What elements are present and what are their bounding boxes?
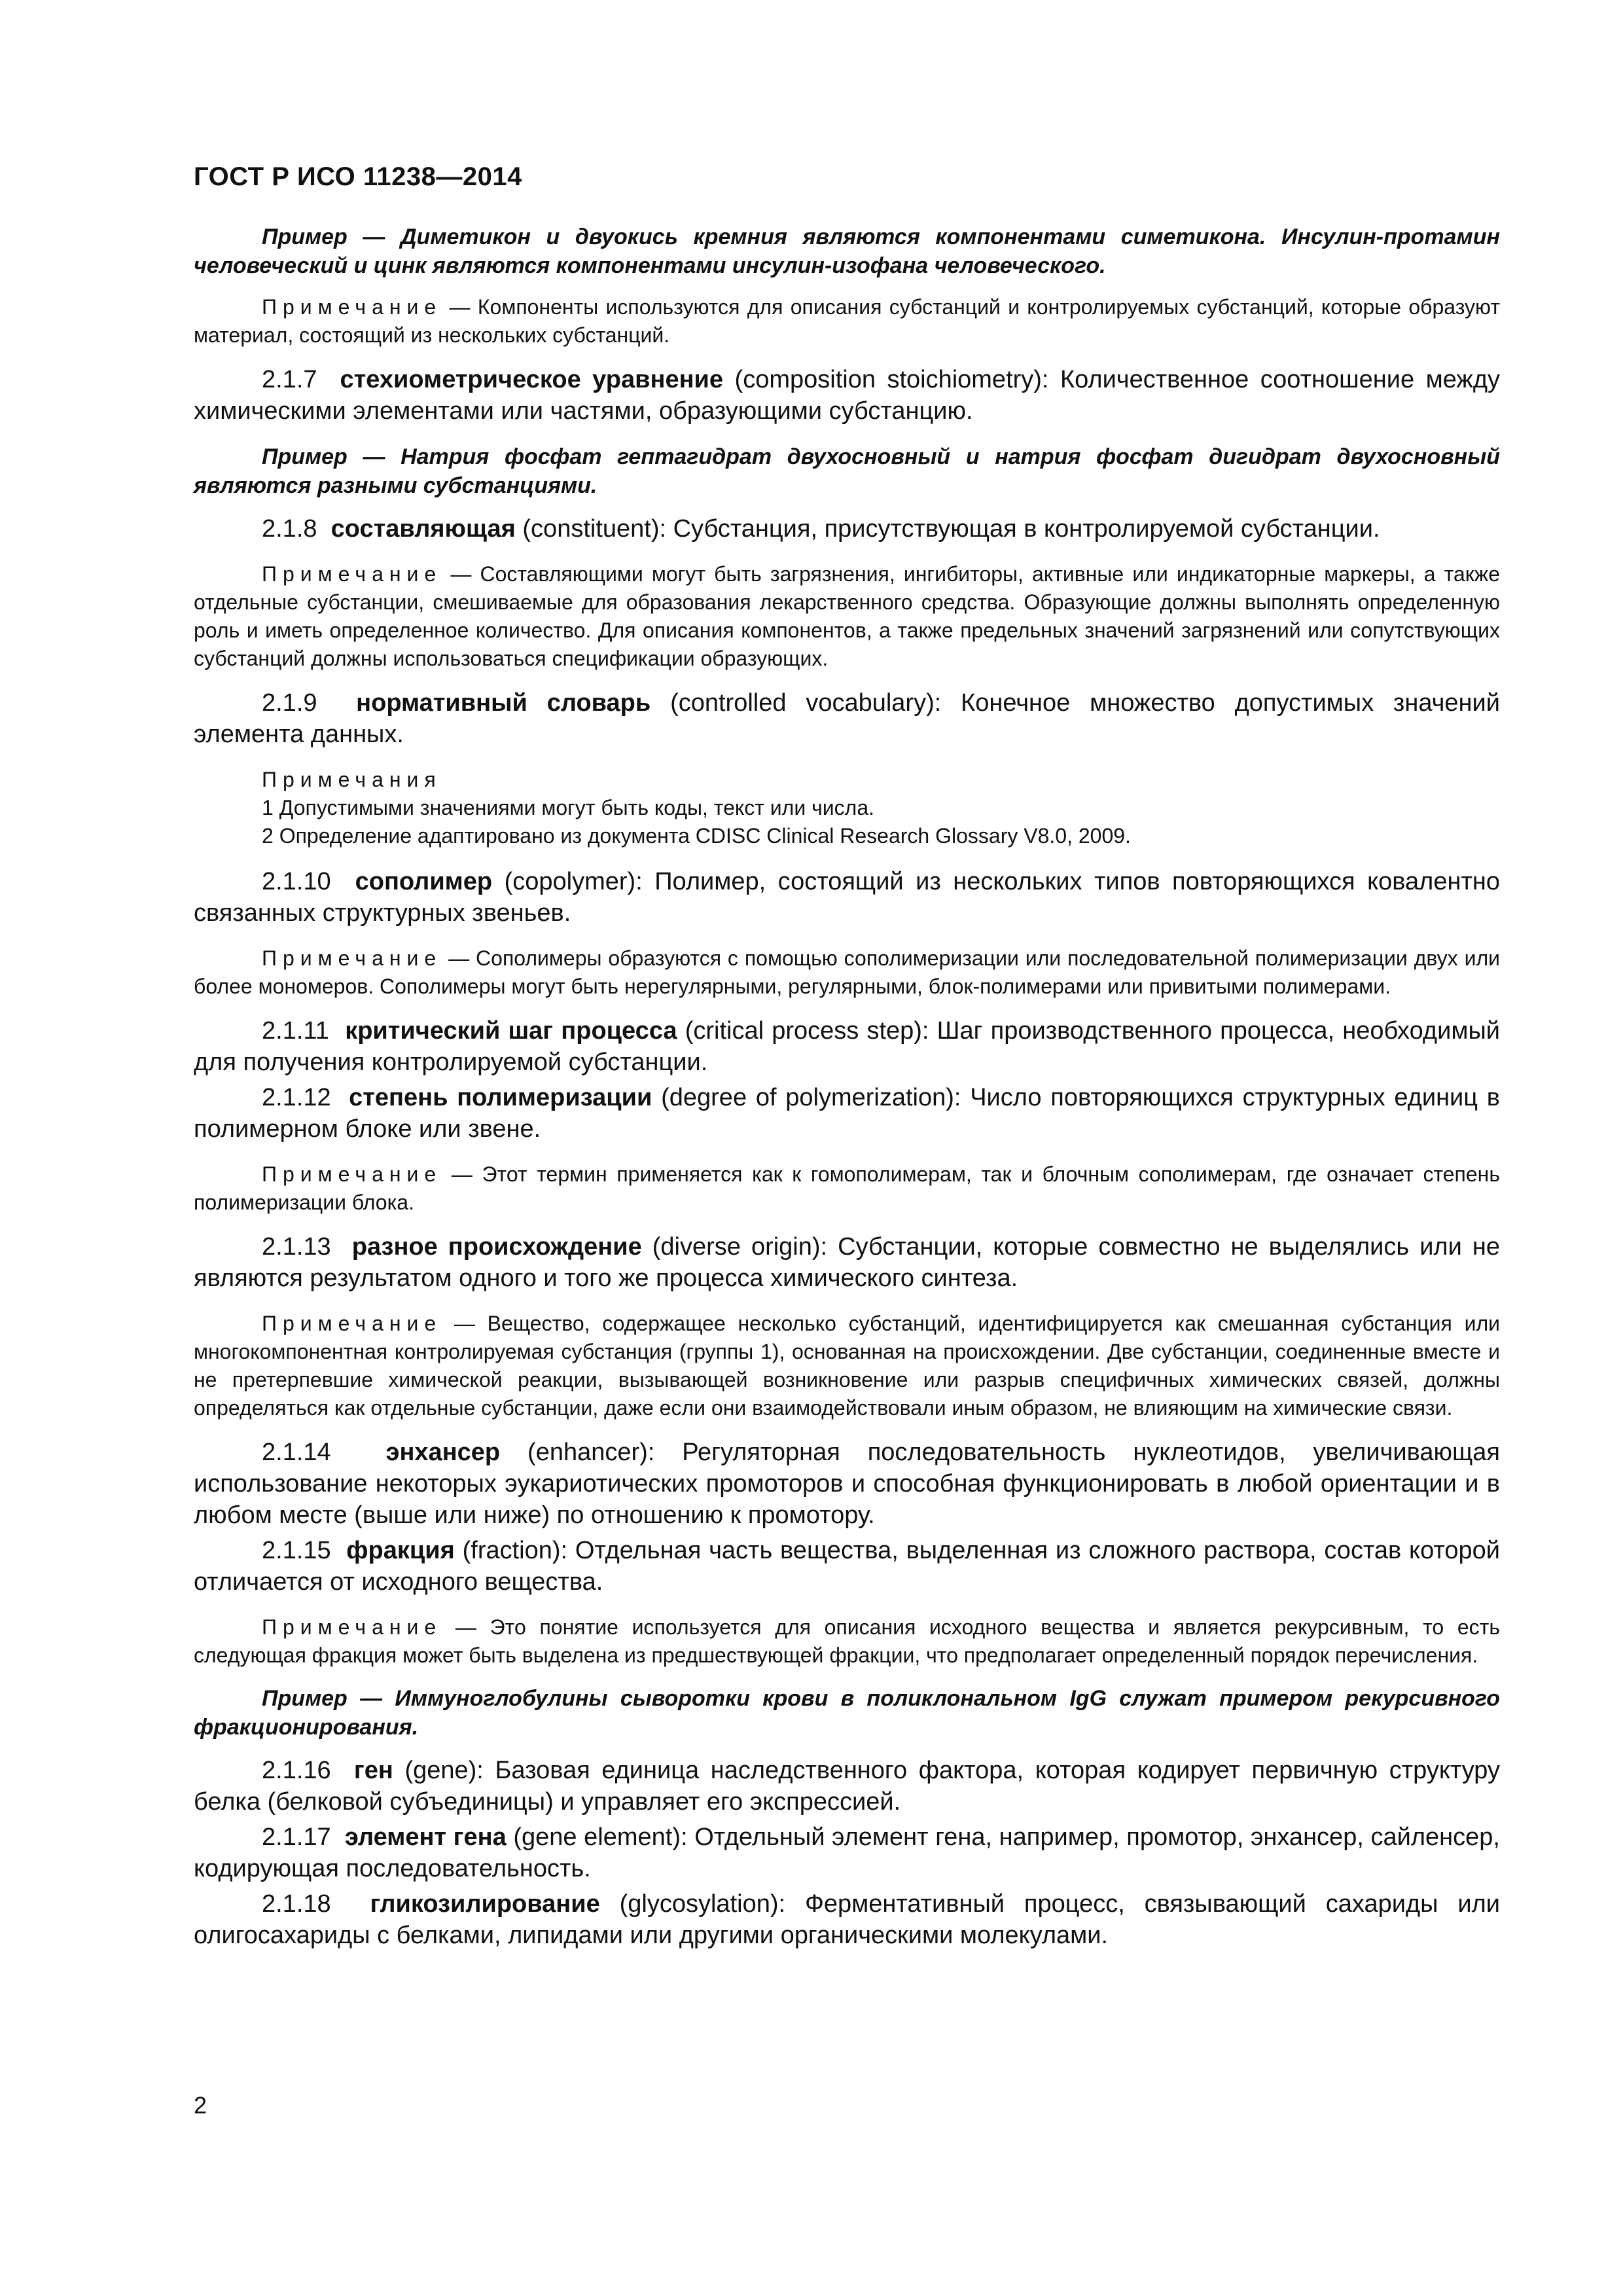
term-number: 2.1.16 [262, 1757, 331, 1784]
note-paragraph [194, 1613, 1500, 1670]
term-definition: (enhancer): Регуляторная последовательность нуклеотидов, увеличивающая использование некоторых эукариотических промоторов и способная функционировать в любой ориентации и в любом месте (выше или ниже) по отношению к промотору. [194, 1439, 1500, 1529]
term-definition: (glycosylation): Ферментативный процесс, связывающий сахариды или олигосахариды с белками, липидами или другими органическими молекулами. [194, 1890, 1500, 1949]
term-2-1-8 [194, 513, 1500, 545]
term-number: 2.1.11 [262, 1017, 329, 1045]
term-number: 2.1.7 [262, 366, 317, 393]
term-definition: (constituent): Субстанция, присутствующая в контролируемой субстанции. [515, 515, 1380, 543]
term-2-1-9 [194, 687, 1500, 750]
note-label: Примечание [262, 562, 442, 586]
term-2-1-7 [194, 364, 1500, 427]
term-name: стехиометрическое уравнение [340, 366, 724, 393]
term-number: 2.1.15 [262, 1537, 331, 1564]
note-text: Это понятие используется для описания исходного вещества и является рекурсивным, то есть следующая фракция может быть выделена из предшествующей фракции, что предполагает определенный порядок перечисления. [194, 1615, 1501, 1667]
term-definition: (critical process step): Шаг производственного процесса, необходимый для получения контролируемой субстанции. [194, 1017, 1500, 1076]
term-definition: (gene): Базовая единица наследственного фактора, которая кодирует первичную структуру белка (белковой субъединицы) и управляет его экспрессией. [194, 1757, 1500, 1816]
note-text: Вещество, содержащее несколько субстанций, идентифицируется как смешанная субстанция или многокомпонентная контролируемая субстанция (группы 1), основанная на происхождении. Две субстанции, соединенные вместе и не претерпевшие химической реакции, вызывающей возникновение или разрыв специфичных химических связей, должны определяться как отдельные субстанции, даже если они взаимодействовали иным образом, не влияющим на химические связи. [194, 1312, 1501, 1420]
note-paragraph [194, 1160, 1500, 1217]
note-label: Примечание [262, 946, 442, 970]
term-definition: (diverse origin): Субстанции, которые совместно не выделялись или не являются результатом одного и того же процесса химического синтеза. [194, 1233, 1500, 1292]
page-number: 2 [194, 2092, 207, 2119]
notes-item: 2 Определение адаптировано из документа CDISC Clinical Research Glossary V8.0, 2009. [262, 824, 1131, 848]
note-text: Компоненты используются для описания субстанций и контролируемых субстанций, которые образуют материал, состоящий из нескольких субстанций. [194, 295, 1501, 347]
term-name: фракция [346, 1537, 455, 1564]
term-name: энхансер [385, 1439, 501, 1466]
note-paragraph [194, 944, 1500, 1001]
term-2-1-14 [194, 1437, 1500, 1531]
note-label: Примечание [262, 295, 442, 319]
term-2-1-17 [194, 1821, 1500, 1884]
term-number: 2.1.10 [262, 868, 331, 895]
term-definition: (copolymer): Полимер, состоящий из нескольких типов повторяющихся ковалентно связанных структурных звеньев. [194, 868, 1500, 927]
term-definition: (composition stoichiometry): Количественное соотношение между химическими элементами или частями, образующими субстанцию. [194, 366, 1501, 425]
dash: — [442, 562, 480, 586]
term-2-1-15 [194, 1535, 1500, 1598]
example-paragraph: Пример — Иммуноглобулины сыворотки крови в поликлональном IgG служат примером рекурсивного фракционирования. [194, 1686, 1500, 1740]
example-paragraph: Пример — Натрия фосфат гептагидрат двухосновный и натрия фосфат дигидрат двухосновный являются разными субстанциями. [194, 444, 1500, 498]
term-number: 2.1.18 [262, 1890, 331, 1918]
term-name: ген [353, 1757, 393, 1784]
note-text: Сополимеры образуются с помощью сополимеризации или последовательной полимеризации двух или более мономеров. Сополимеры могут быть нерегулярными, регулярными, блок-полимерами или привитыми полимерами. [194, 946, 1501, 998]
dash: — [442, 1615, 490, 1639]
term-name: разное происхождение [351, 1233, 642, 1261]
dash: — [442, 295, 478, 319]
note-text: Этот термин применяется как к гомополимерам, так и блочным сополимерам, где означает степень полимеризации блока. [194, 1162, 1501, 1214]
term-name: сополимер [355, 868, 493, 895]
term-definition: (fraction): Отдельная часть вещества, выделенная из сложного раствора, состав которой отличается от исходного вещества. [194, 1537, 1501, 1596]
term-number: 2.1.14 [262, 1439, 331, 1466]
note-label: Примечание [262, 1615, 442, 1639]
term-name: гликозилирование [370, 1890, 600, 1918]
term-number: 2.1.17 [262, 1823, 331, 1851]
note-paragraph [194, 560, 1500, 673]
term-number: 2.1.8 [262, 515, 317, 543]
dash: — [442, 1162, 482, 1186]
example-paragraph: Пример — Диметикон и двуокись кремния являются компонентами симетикона. Инсулин-протамин человеческий и цинк являются компонентами инсулин-изофана человеческого. [194, 224, 1500, 278]
term-name: нормативный словарь [356, 689, 651, 717]
term-name: элемент гена [344, 1823, 507, 1851]
note-paragraph [194, 293, 1500, 350]
note-paragraph [194, 1310, 1500, 1422]
term-definition: (degree of polymerization): Число повторяющихся структурных единиц в полимерном блоке или звене. [194, 1084, 1500, 1143]
notes-label: Примечания [262, 768, 442, 791]
term-2-1-16 [194, 1755, 1500, 1818]
term-number: 2.1.12 [262, 1084, 331, 1111]
dash: — [442, 946, 476, 970]
term-number: 2.1.13 [262, 1233, 331, 1261]
notes-list [194, 766, 1500, 850]
term-2-1-10 [194, 866, 1500, 929]
term-definition: (gene element): Отдельный элемент гена, например, промотор, энхансер, сайленсер, кодирующая последовательность. [194, 1823, 1500, 1882]
term-2-1-18 [194, 1888, 1500, 1951]
notes-item: 1 Допустимыми значениями могут быть коды, текст или числа. [262, 796, 875, 819]
note-label: Примечание [262, 1312, 442, 1335]
term-2-1-13 [194, 1231, 1500, 1294]
document-header: ГОСТ Р ИСО 11238—2014 [194, 162, 522, 191]
note-text: Составляющими могут быть загрязнения, ингибиторы, активные или индикаторные маркеры, а также отдельные субстанции, смешиваемые для образования лекарственного средства. Образующие должны выполнять определенную роль и иметь определенное количество. Для описания компонентов, а также предельных значений загрязнений или сопутствующих субстанций должны использоваться спецификации образующих. [194, 562, 1500, 670]
document-body [194, 223, 1500, 1955]
term-2-1-11 [194, 1015, 1500, 1078]
note-label: Примечание [262, 1162, 442, 1186]
term-name: составляющая [330, 515, 516, 543]
term-number: 2.1.9 [262, 689, 317, 717]
term-2-1-12 [194, 1082, 1500, 1145]
term-name: критический шаг процесса [345, 1017, 677, 1045]
term-definition: (controlled vocabulary): Конечное множество допустимых значений элемента данных. [194, 689, 1501, 748]
term-name: степень полимеризации [349, 1084, 652, 1111]
dash: — [442, 1312, 488, 1335]
